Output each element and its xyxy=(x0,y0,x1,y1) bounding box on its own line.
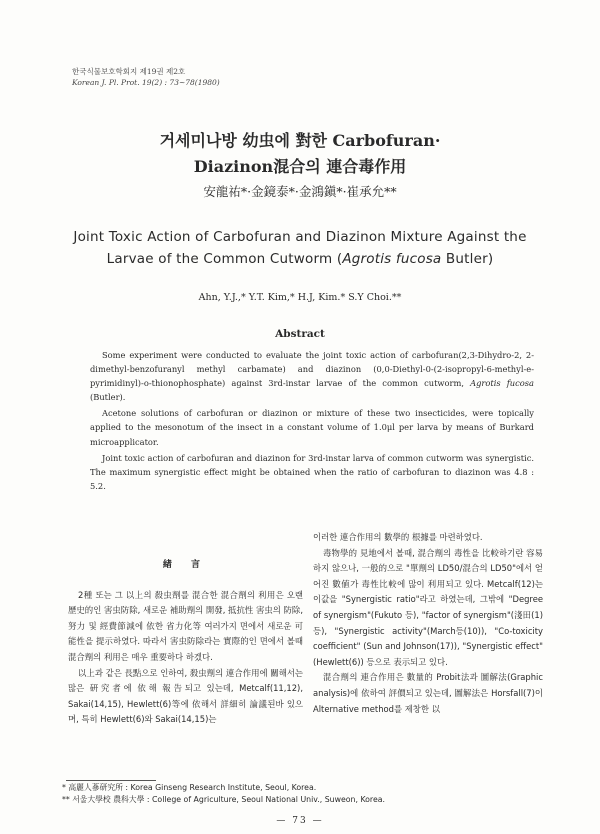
authors-english: Ahn, Y.J.,* Y.T. Kim,* H.J, Kim.* S.Y Choi.** xyxy=(198,292,402,303)
abstract-paragraph-1 xyxy=(90,348,534,404)
footnote-2: ** 서울大學校 農科大學 : College of Agriculture, Seoul National Univ., Suweon, Korea. xyxy=(62,795,386,804)
footnote-divider xyxy=(66,780,156,781)
abstract-paragraph-2: Acetone solutions of carbofuran or diazinon or mixture of these two insecticides, were topically applied to the mesonotum of the insect in a constant volume of 1.0μl per larva by means of Burkard microapplicator. xyxy=(90,408,534,447)
journal-name-kr: 한국식물보호학회지 제19권 제2호 xyxy=(72,67,186,76)
abstract-heading: Abstract xyxy=(275,328,325,340)
abstract-p1-text: Some experiment were conducted to evaluate the joint toxic action of carbofuran(2,3-Dihydro-2, 2-dimethyl-benzofuranyl methyl carbamate) and diazinon (0,0-Diethyl-0-(2-isopropyl-6-methyl-e-pyrimidinyl)-o-thionophosphate) against 3rd-instar larvae of the common cutworm, xyxy=(90,350,534,389)
title-english-line2 xyxy=(60,248,540,270)
footnotes xyxy=(62,782,550,806)
title-korean-line2: Diazinon混合의 連合毒作用 xyxy=(193,157,407,176)
right-paragraph-3: 混合劑의 連合作用은 數量的 Probit法과 圖解法(Graphic analysis)에 依하여 評價되고 있는데, 圖解法은 Horsfall(7)이 Alternative method를 제창한 以 xyxy=(313,672,543,714)
journal-header xyxy=(72,66,220,88)
abstract xyxy=(90,348,534,495)
right-column xyxy=(313,530,543,717)
right-paragraph-2: 毒物學的 見地에서 볼때, 混合劑의 毒性을 比較하기란 容易하지 않으나, 一般的으로 "單劑의 LD50/混合의 LD50"에서 얻어진 數値가 毒性比較에 많이 利用되고 있다. Metcalf(12)는 이값을 "Synergistic ratio"라고 하였는데, 그밖에 "Degree of synergism"(Fukuto 등), "factor of synergism"(淺田(1)등), "Synergistic activity"(March등(10)), "Co-toxicity coefficient" (Sun and Johnson(17)), "Synergistic effect"(Hewlett(6)) 등으로 表示되고 있다. xyxy=(313,547,543,667)
abstract-p1-end: (Butler). xyxy=(90,392,126,403)
right-paragraph-1: 이러한 連合作用의 數學的 根據를 마련하였다. xyxy=(313,532,483,542)
footnote-1: * 高麗人蔘研究所 : Korea Ginseng Research Institute, Seoul, Korea. xyxy=(62,783,317,792)
title-korean xyxy=(0,128,600,180)
title-english-line1: Joint Toxic Action of Carbofuran and Diazinon Mixture Against the xyxy=(73,229,527,245)
title-english-species: Agrotis fucosa xyxy=(342,251,442,267)
page-number: — 73 — xyxy=(276,816,324,826)
abstract-species: Agrotis fucosa xyxy=(470,378,534,389)
left-column xyxy=(68,530,303,728)
title-english-line2-pre: Larvae of the Common Cutworm ( xyxy=(106,251,343,267)
abstract-paragraph-3: Joint toxic action of carbofuran and diazinon for 3rd-instar larva of common cutworm was synergistic. The maximum synergistic effect might be obtained when the ratio of carbofuran to diazinon was 4.8 : 5.2. xyxy=(90,452,534,491)
title-english-line2-post: Butler) xyxy=(441,251,494,267)
title-english xyxy=(60,226,540,270)
intro-paragraph-2: 以上과 같은 長點으로 인하여, 殺虫劑의 連合作用에 關해서는 많은 硏究者에 依해 報告되고 있는데, Metcalf(11,12), Sakai(14,15), Hewlett(6)等에 依해서 詳細히 論議된바 있으며, 특히 Hewlett(6)와 Sakai(14,15)는 xyxy=(68,667,303,725)
authors-korean: 安龍祐*·金鏡泰*·金鴻鎭*·崔承允** xyxy=(203,184,397,199)
introduction-heading: 緖 言 xyxy=(162,560,209,570)
title-korean-line1: 거세미나방 幼虫에 對한 Carbofuran· xyxy=(159,131,441,150)
intro-paragraph-1: 2種 또는 그 以上의 殺虫劑를 混合한 混合劑의 利用은 오랜 歷史的인 害虫防除, 새로운 補助劑의 開發, 抵抗性 害虫의 防除, 努力 및 經費節減에 依한 省力化等 여러가지 면에서 새로운 可能性을 提示하였다. 따라서 害虫防除라는 實際的인 면에서 볼때 混合劑의 利用은 매우 重要하다 하겠다. xyxy=(68,589,303,662)
journal-citation: Korean J. Pl. Prot. 19(2) : 73~78(1980) xyxy=(72,78,220,87)
